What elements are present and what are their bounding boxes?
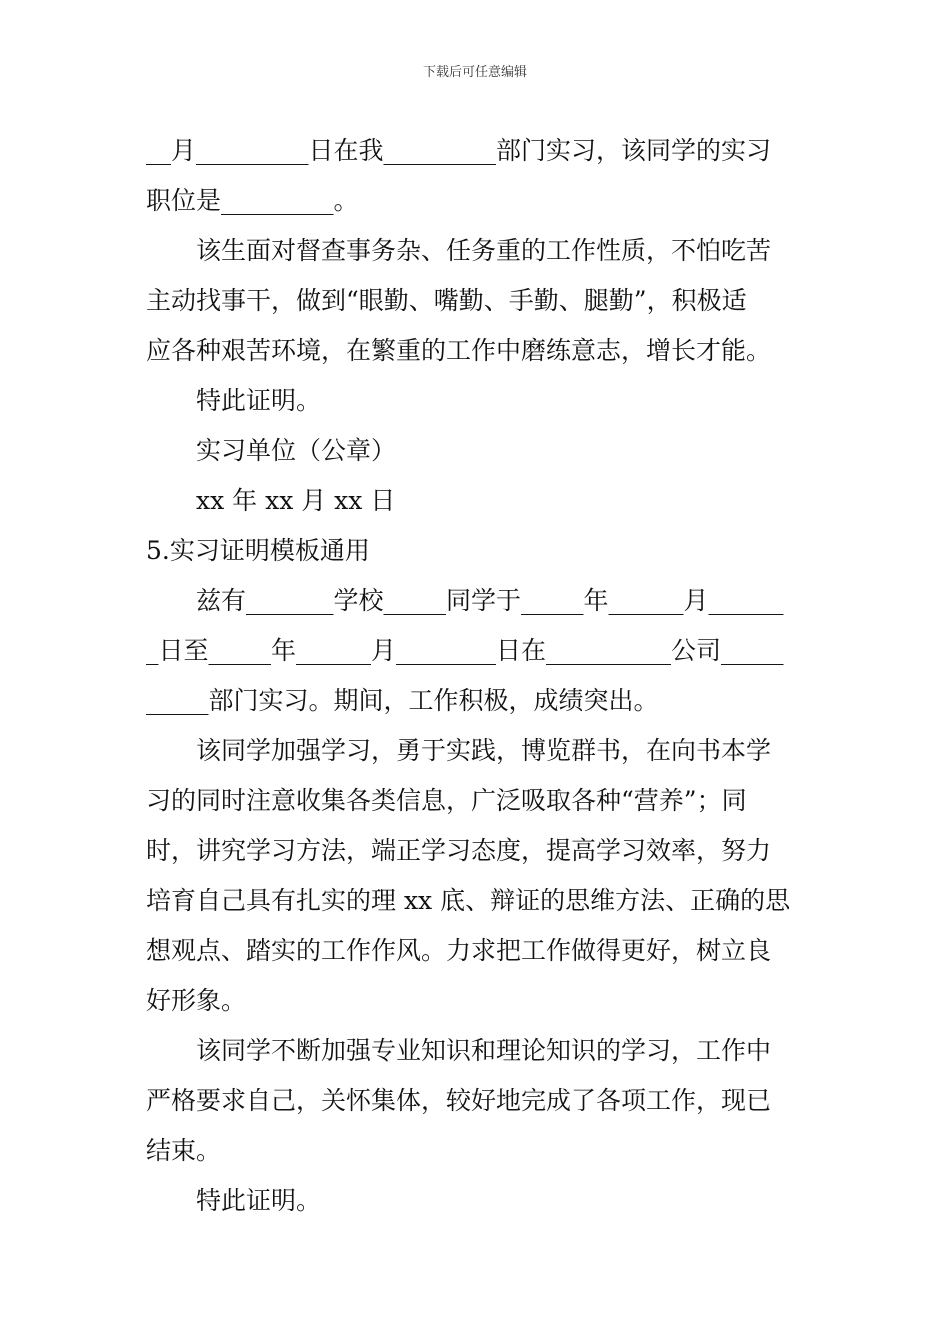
section-heading: 5.实习证明模板通用 [146,536,370,565]
signature-unit: 实习单位（公章） [196,436,397,465]
body-line: 习的同时注意收集各类信息，广泛吸取各种“营养”；同 [146,786,747,815]
closing-statement: 特此证明。 [196,386,322,415]
body-line: 主动找事干，做到“眼勤、嘴勤、手勤、腿勤”，积极适 [146,286,747,315]
document-body [146,126,808,1226]
body-line: 该同学加强学习，勇于实践，博览群书，在向书本学 [196,736,772,765]
body-line: 该生面对督查事务杂、任务重的工作性质，不怕吃苦 [196,236,772,265]
body-line: 兹有_______学校_____同学于_____年______月______ [196,586,784,615]
closing-statement: 特此证明。 [196,1186,322,1215]
body-line: 职位是_________。 [146,186,359,215]
body-line: __月_________日在我_________部门实习，该同学的实习 [146,136,772,165]
body-line: _日至_____年______月________日在__________公司_____ [146,636,784,665]
body-line: _____部门实习。期间，工作积极，成绩突出。 [146,686,659,715]
signature-date: xx 年 xx 月 xx 日 [196,486,396,515]
body-line: 结束。 [146,1136,222,1165]
body-line: 好形象。 [146,986,247,1015]
body-line: 培育自己具有扎实的理 xx 底、辩证的思维方法、正确的思 [146,886,791,915]
body-line: 时，讲究学习方法，端正学习态度，提高学习效率，努力 [146,836,772,865]
page-header-note: 下载后可任意编辑 [422,65,527,80]
body-line: 该同学不断加强专业知识和理论知识的学习，工作中 [196,1036,772,1065]
body-line: 严格要求自己，关怀集体，较好地完成了各项工作，现已 [146,1086,772,1115]
body-line: 想观点、踏实的工作作风。力求把工作做得更好，树立良 [146,936,772,965]
body-line: 应各种艰苦环境，在繁重的工作中磨练意志，增长才能。 [146,336,772,365]
